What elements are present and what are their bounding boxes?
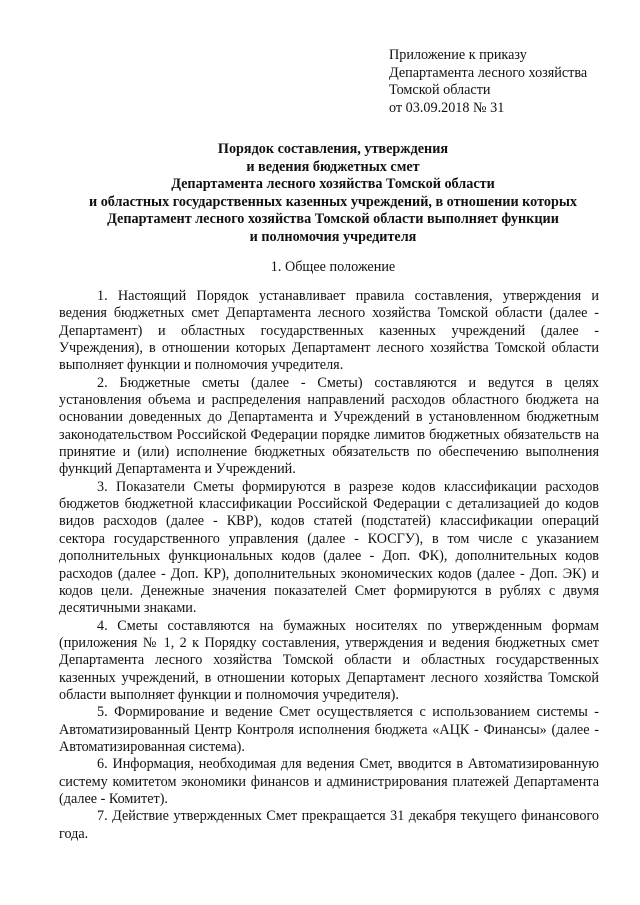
appendix-header (389, 47, 629, 117)
appendix-line: Департамента лесного хозяйства (389, 64, 588, 81)
title-line: Департамента лесного хозяйства Томской области (171, 176, 495, 193)
title-line: Департамент лесного хозяйства Томской области выполняет функции (107, 211, 559, 228)
title-line: и областных государственных казенных учреждений, в отношении которых (88, 193, 578, 210)
paragraph-2: 2. Бюджетные сметы (далее - Сметы) составляются и ведутся в целях установления объема и распределения направлений расходов областного бюджета на основании доведенных до Департамента и Учреждений в установленном бюджетным законодательством Российской Федерации порядке лимитов бюджетных обязательств на принятие и (или) исполнение бюджетных обязательств по обеспечению выполнения функций Департамента и Учреждений. (59, 374, 599, 478)
section-heading: 1. Общее положение (270, 259, 396, 275)
paragraph-6: 6. Информация, необходимая для ведения Смет, вводится в Автоматизированную систему комитетом экономики финансов и администрирования платежей Департамента (далее - Комитет). (59, 756, 599, 807)
paragraph-5: 5. Формирование и ведение Смет осуществляется с использованием системы - Автоматизированный Центр Контроля исполнения бюджета «АЦК - Финансы» (далее - Автоматизированная система). (59, 704, 599, 755)
appendix-line: Приложение к приказу (389, 47, 527, 63)
document-title (40, 141, 626, 247)
paragraph-4: 4. Сметы составляются на бумажных носителях по утвержденным формам (приложения № 1, 2 к Порядку составления, утверждения и ведения бюджетных смет Департамента лесного хозяйства Томской области и областных государственных казенных учреждений, в отношении которых Департамент лесного хозяйства Томской области выполняет функции и полномочия учредителя). (59, 617, 599, 703)
paragraph-7: 7. Действие утвержденных Смет прекращается 31 декабря текущего финансового года. (59, 808, 599, 842)
appendix-date-number: от 03.09.2018 № 31 (389, 99, 505, 116)
title-line: и ведения бюджетных смет (246, 158, 420, 175)
title-line: и полномочия учредителя (249, 228, 417, 245)
appendix-line: Томской области (389, 82, 491, 98)
paragraph-1: 1. Настоящий Порядок устанавливает правила составления, утверждения и ведения бюджетных смет Департамента лесного хозяйства Томской области (далее - Департамент) и областных государственных казенных учреждений (далее - Учреждения), в отношении которых Департамент лесного хозяйства Томской области выполняет функции и полномочия учредителя. (59, 288, 599, 374)
document-body (59, 288, 599, 843)
paragraph-3: 3. Показатели Сметы формируются в разрезе кодов классификации расходов бюджетов бюджетной классификации Российской Федерации с детализацией до кодов видов расходов (далее - КВР), кодов статей (подстатей) классификации операций сектора государственного управления (далее - КОСГУ), в том числе с указанием дополнительных функциональных кодов (далее - Доп. ФК), дополнительных кодов расходов (далее - Доп. КР), дополнительных экономических кодов (далее - Доп. ЭК) и кодов цели. Денежные значения показателей Смет формируются в рублях с двумя десятичными знаками. (59, 478, 599, 617)
title-line: Порядок составления, утверждения (217, 141, 449, 157)
